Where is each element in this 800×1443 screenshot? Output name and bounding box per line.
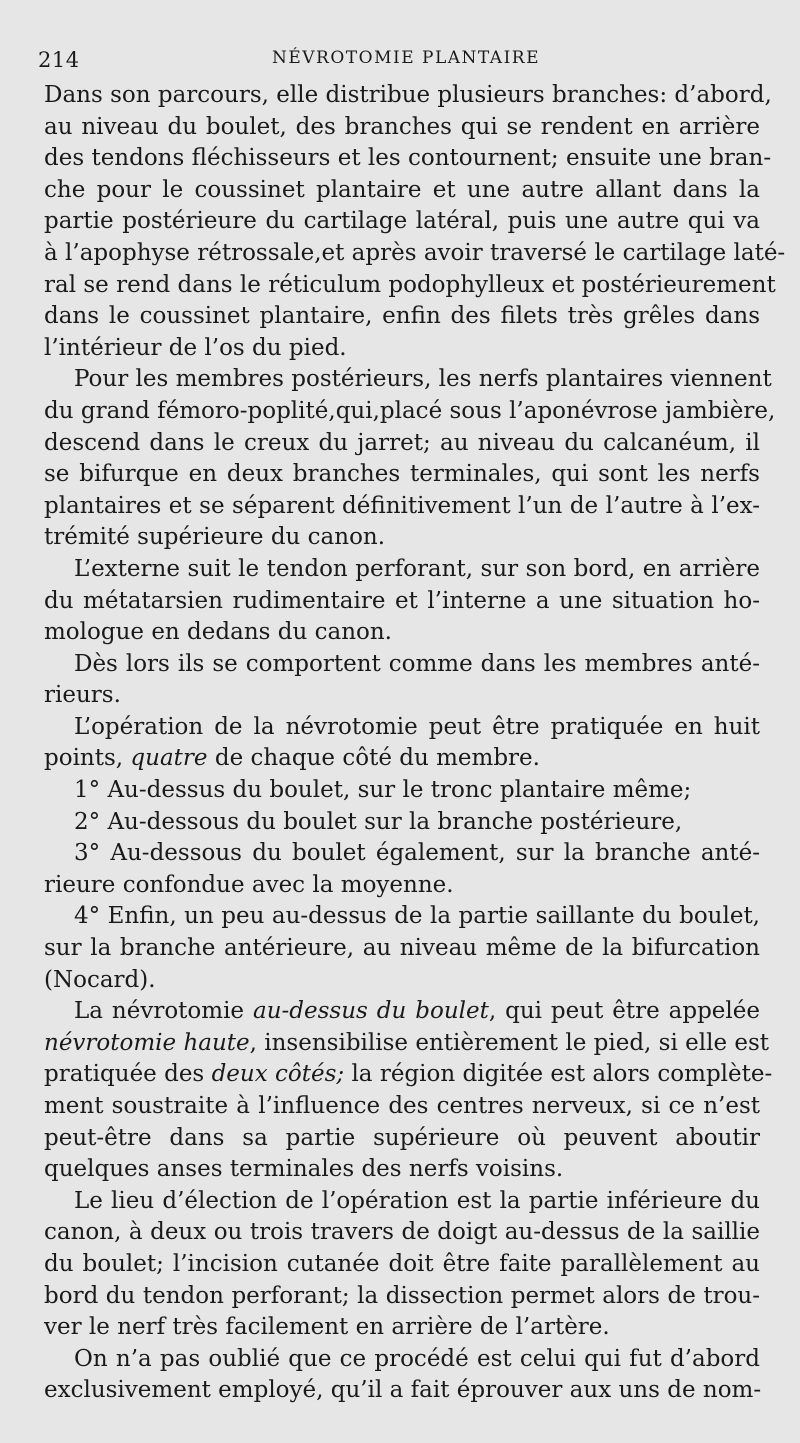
text-line: quelques anses terminales des nerfs voisins. xyxy=(44,1156,564,1183)
text-line: 1° Au-dessus du boulet, sur le tronc plantaire même; xyxy=(74,777,692,804)
italic-phrase: quatre xyxy=(130,745,208,772)
text-line: L’externe suit le tendon perforant, sur son bord, en arrière xyxy=(74,555,760,582)
text-line: névrotomie haute, insensibilise entièrement le pied, si elle est xyxy=(44,1029,770,1056)
body-text xyxy=(44,80,786,1407)
text-line: Dans son parcours, elle distribue plusieurs branches: d’abord, xyxy=(44,82,772,108)
running-head-title: NÉVROTOMIE PLANTAIRE xyxy=(272,48,540,68)
text-line: Le lieu d’élection de l’opération est la partie inférieure du xyxy=(74,1187,760,1214)
text-line: rieure confondue avec la moyenne. xyxy=(44,871,454,898)
text-line: ment soustraite à l’influence des centres nerveux, si ce n’est xyxy=(44,1093,760,1119)
text-line: La névrotomie au-dessus du boulet, qui peut être appelée xyxy=(74,998,760,1025)
text-line: à l’apophyse rétrossale,et après avoir traversé le cartilage laté- xyxy=(44,239,786,266)
text-line: se bifurque en deux branches terminales, qui sont les nerfs xyxy=(44,461,760,488)
running-head xyxy=(38,44,760,80)
text-line: points, quatre de chaque côté du membre. xyxy=(44,745,540,772)
text-line: partie postérieure du cartilage latéral, puis une autre qui va xyxy=(44,208,760,235)
text-line: mologue en dedans du canon. xyxy=(44,619,392,646)
text-line: du boulet; l’incision cutanée doit être faite parallèlement au xyxy=(44,1250,760,1277)
text-line: descend dans le creux du jarret; au niveau du calcanéum, il xyxy=(44,429,760,456)
text-line: che pour le coussinet plantaire et une autre allant dans la xyxy=(44,176,760,203)
text-line: L’opération de la névrotomie peut être pratiquée en huit xyxy=(74,713,760,740)
text-line: canon, à deux ou trois travers de doigt au-dessus de la saillie xyxy=(44,1219,760,1246)
text-line: On n’a pas oublié que ce procédé est celui qui fut d’abord xyxy=(74,1345,760,1372)
text-line: exclusivement employé, qu’il a fait éprouver aux uns de nom- xyxy=(44,1377,762,1404)
text-line: au niveau du boulet, des branches qui se rendent en arrière xyxy=(44,113,760,140)
text-line: rieurs. xyxy=(44,682,121,709)
text-line: dans le coussinet plantaire, enfin des filets très grêles dans xyxy=(44,303,760,330)
text-line: des tendons fléchisseurs et les contournent; ensuite une bran- xyxy=(44,145,772,172)
text-line: ral se rend dans le réticulum podophylleux et postérieurement xyxy=(44,271,776,298)
text-line: 2° Au-dessous du boulet sur la branche postérieure, xyxy=(74,808,683,835)
text-line: l’intérieur de l’os du pied. xyxy=(44,334,347,361)
text-line: du grand fémoro-poplité,qui,placé sous l’aponévrose jambière, xyxy=(44,397,776,424)
text-line: 3° Au-dessous du boulet également, sur la branche anté- xyxy=(74,840,760,867)
italic-phrase: au-dessus du boulet xyxy=(252,998,489,1025)
text-line: ver le nerf très facilement en arrière de l’artère. xyxy=(44,1314,610,1341)
text-line: Dès lors ils se comportent comme dans les membres anté- xyxy=(74,650,760,677)
text-line: plantaires et se séparent définitivement l’un de l’autre à l’ex- xyxy=(44,492,760,519)
text-line: pratiquée des deux côtés; la région digitée est alors complète- xyxy=(44,1061,773,1088)
text-line: du métatarsien rudimentaire et l’interne a une situation ho- xyxy=(44,587,760,614)
text-line: bord du tendon perforant; la dissection permet alors de trou- xyxy=(44,1282,760,1309)
text-line: (Nocard). xyxy=(44,966,156,993)
text-line: trémité supérieure du canon. xyxy=(44,524,386,551)
italic-phrase: deux côtés; xyxy=(211,1061,345,1088)
text-line: peut-être dans sa partie supérieure où peuvent aboutir xyxy=(44,1124,760,1151)
text-line: sur la branche antérieure, au niveau même de la bifurcation xyxy=(44,935,760,962)
text-line: Pour les membres postérieurs, les nerfs plantaires viennent xyxy=(74,366,772,393)
page-number: 214 xyxy=(38,48,80,72)
italic-phrase: névrotomie haute xyxy=(44,1029,250,1056)
text-line: 4° Enfin, un peu au-dessus de la partie saillante du boulet, xyxy=(74,903,760,930)
